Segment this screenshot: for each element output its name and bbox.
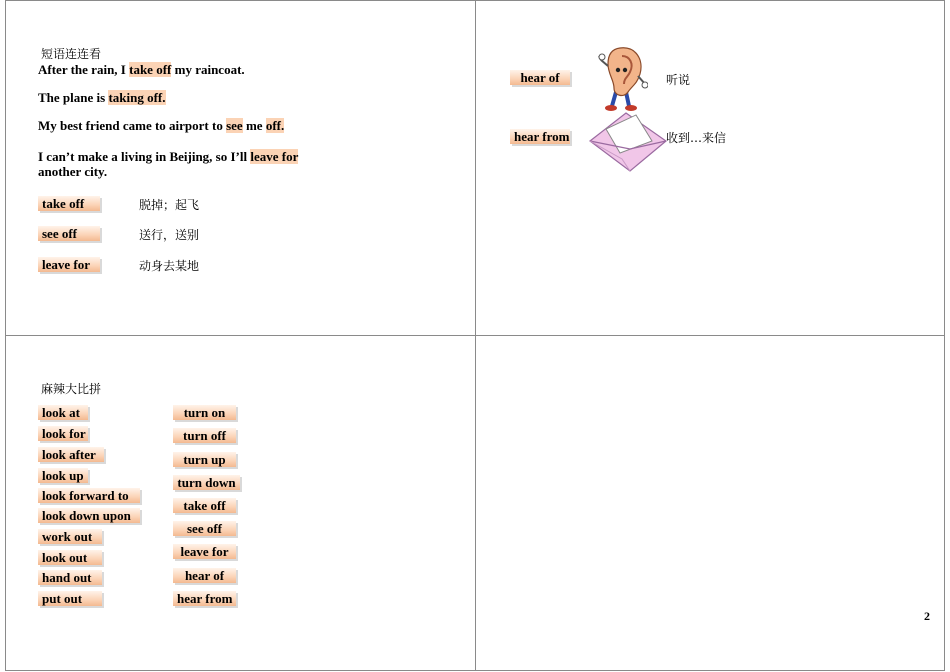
phrase-chip: see off — [173, 521, 236, 536]
sentence — [38, 90, 166, 106]
phrase-chip: look forward to — [38, 488, 140, 503]
phrase-chip: take off — [38, 196, 100, 211]
sentence — [38, 149, 338, 179]
page-number: 2 — [924, 609, 930, 623]
phrase-chip: take off — [173, 498, 236, 513]
phrase-chip: put out — [38, 591, 102, 606]
phrase-meaning: 送行，送别 — [139, 228, 200, 242]
phrase-meaning: 脱掉；起飞 — [139, 198, 200, 212]
phrase-chip: turn down — [173, 475, 240, 490]
phrase-meaning: 动身去某地 — [139, 259, 200, 273]
sentence — [38, 118, 284, 134]
highlighted-phrase: leave for — [250, 149, 299, 164]
phrase-chip: look at — [38, 405, 88, 420]
phrase-meaning: 听说 — [666, 73, 691, 87]
phrase-chip: hear from — [510, 129, 570, 144]
sentence-text: another city. — [38, 164, 108, 179]
highlighted-phrase: off. — [265, 118, 285, 133]
slide-blank — [475, 335, 945, 671]
sentence-text: My best friend came to airport to — [38, 118, 227, 133]
phrase-meaning: 收到…来信 — [666, 131, 727, 145]
envelope-icon — [586, 109, 670, 175]
sentence-text: I can’t make a living in Beijing, so I’ll — [38, 149, 251, 164]
phrase-chip: look down upon — [38, 508, 140, 523]
phrase-chip: see off — [38, 226, 100, 241]
phrase-chip: turn on — [173, 405, 236, 420]
phrase-chip: leave for — [173, 544, 236, 559]
slide-title: 短语连连看 — [41, 47, 102, 61]
phrase-chip: hand out — [38, 570, 102, 585]
sentence-text: me — [242, 118, 266, 133]
phrase-chip: look out — [38, 550, 102, 565]
slide-title: 麻辣大比拼 — [41, 382, 102, 396]
highlighted-phrase: see — [226, 118, 243, 133]
highlighted-phrase: taking off. — [108, 90, 166, 105]
sentence-text: my raincoat. — [171, 62, 245, 77]
sentence-text: After the rain, I — [38, 62, 130, 77]
phrase-chip: hear of — [510, 70, 570, 85]
phrase-chip: look after — [38, 447, 104, 462]
phrase-chip: leave for — [38, 257, 100, 272]
phrase-chip: look for — [38, 426, 88, 441]
phrase-chip: work out — [38, 529, 102, 544]
sentence — [38, 62, 245, 78]
phrase-chip: hear of — [173, 568, 236, 583]
ear-cartoon-icon — [598, 44, 648, 116]
phrase-chip: turn off — [173, 428, 236, 443]
slide-phrase-matching — [5, 0, 476, 336]
slide-hear-phrases — [475, 0, 945, 336]
sentence-text: The plane is — [38, 90, 109, 105]
phrase-chip: turn up — [173, 452, 236, 467]
phrase-chip: look up — [38, 468, 88, 483]
phrase-chip: hear from — [173, 591, 236, 606]
highlighted-phrase: take off — [129, 62, 172, 77]
slide-phrase-contest — [5, 335, 476, 671]
